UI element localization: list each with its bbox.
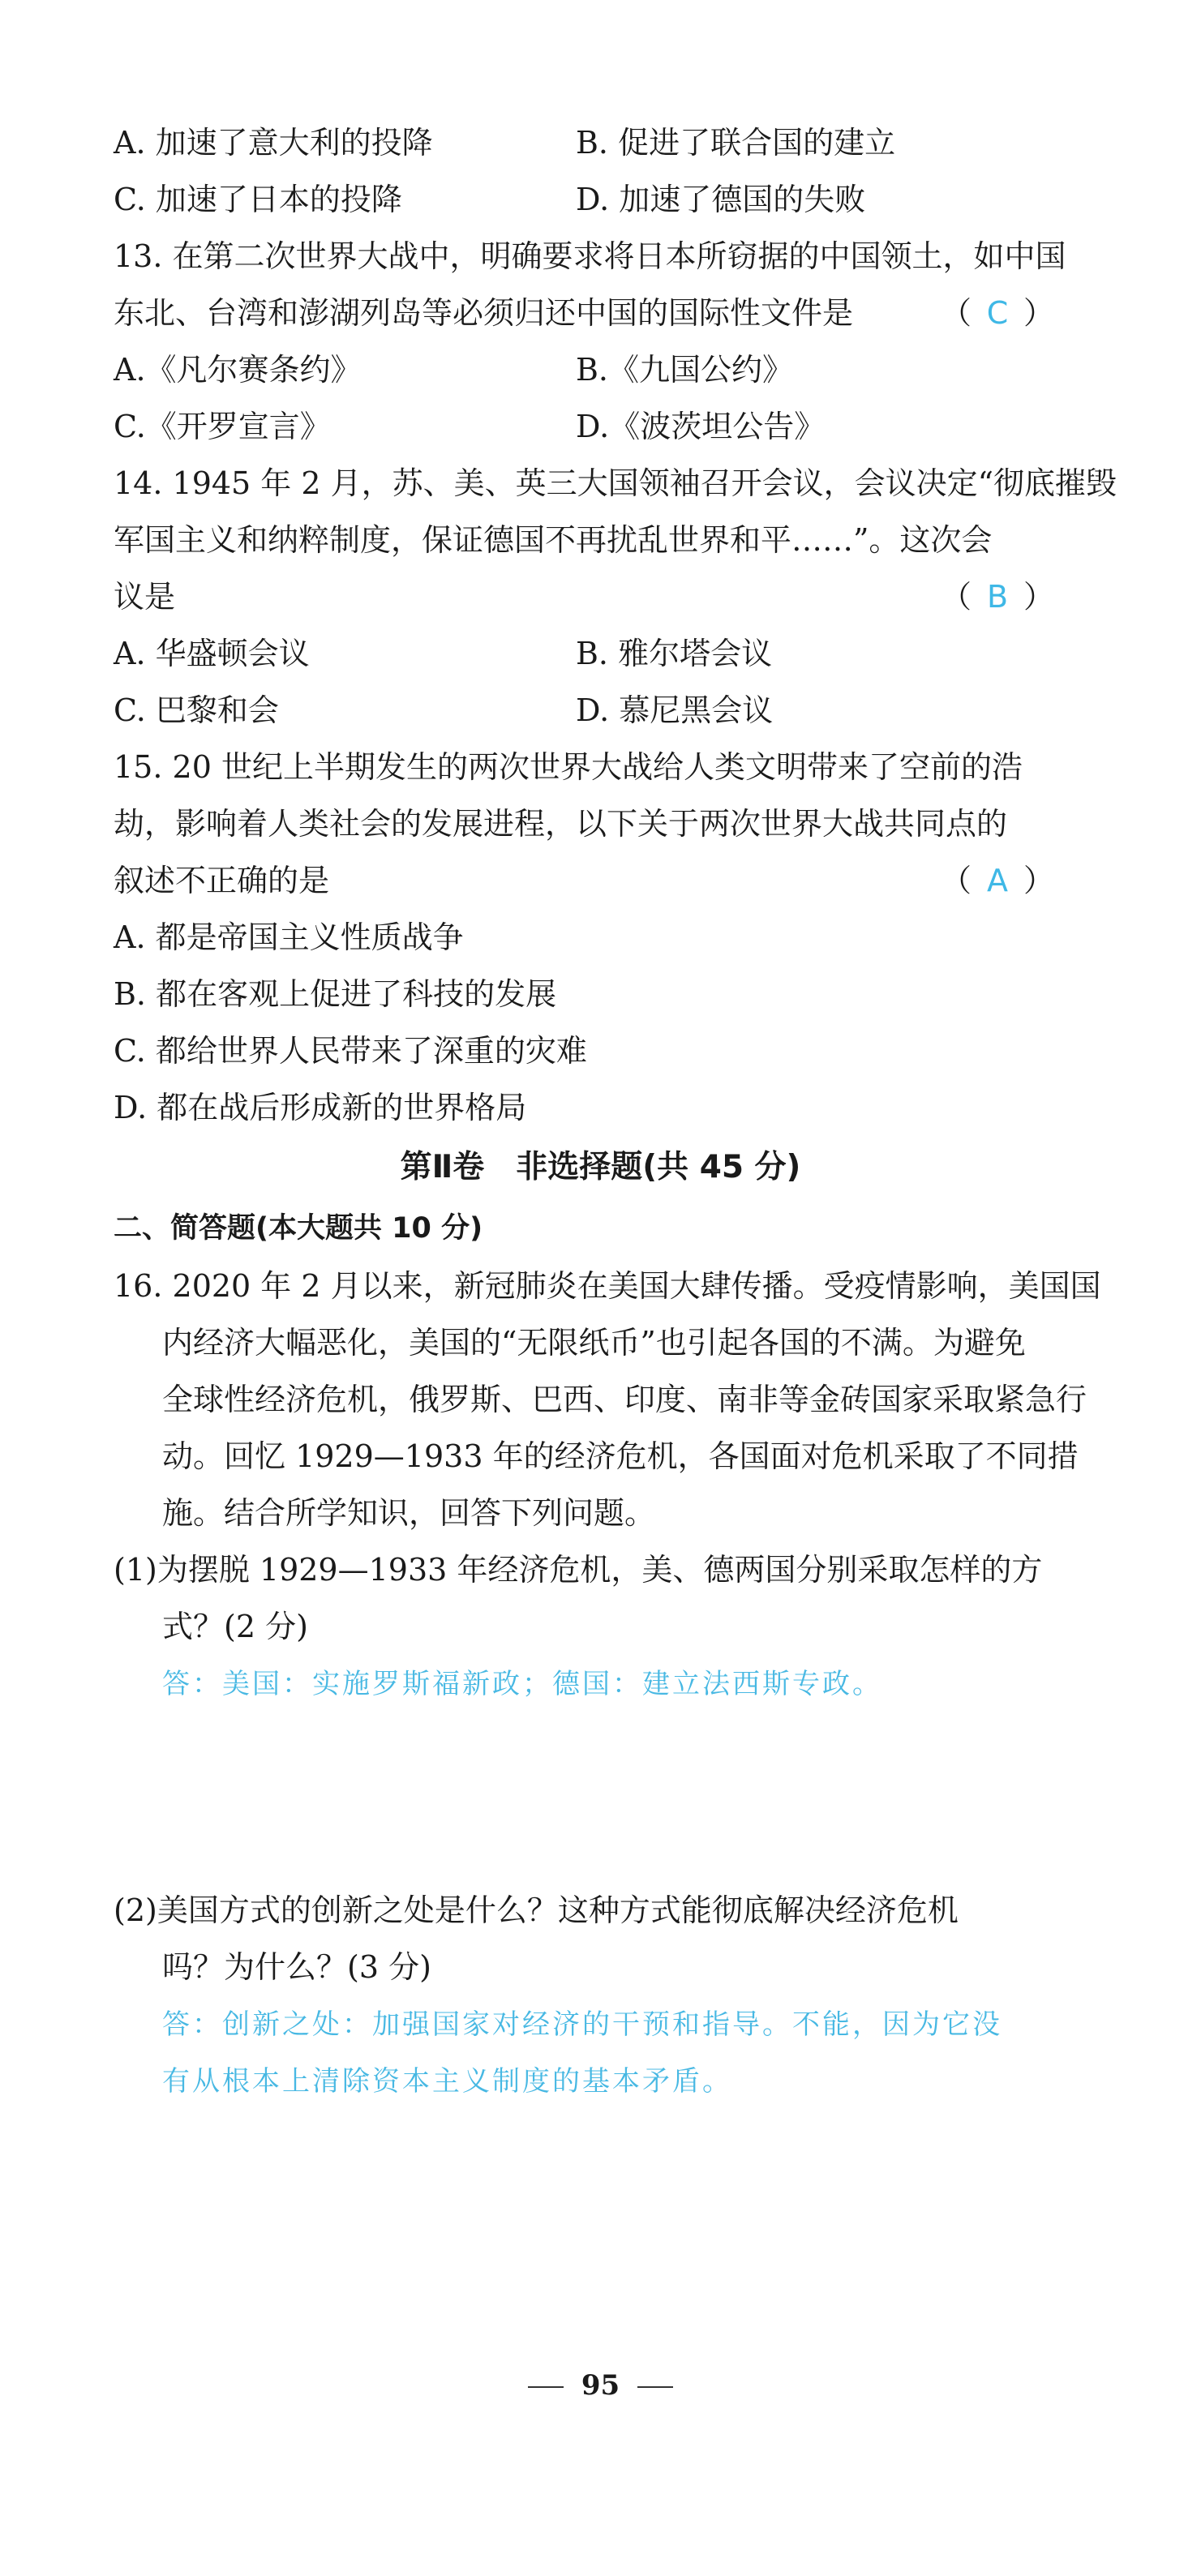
q13-stem-line-2: 东北、台湾和澎湖列岛等必须归还中国的国际性文件是 bbox=[114, 295, 854, 331]
q14-stem-line-1: 14. 1945 年 2 月，苏、美、英三大国领袖召开会议，会议决定“彻底摧毁 bbox=[114, 465, 1117, 501]
q16-sub1-line-1: (1)为摆脱 1929—1933 年经济危机，美、德两国分别采取怎样的方 bbox=[114, 1552, 1043, 1588]
q13-answer: C bbox=[986, 295, 1009, 331]
q16-stem-line-1: 16. 2020 年 2 月以来，新冠肺炎在美国大肆传播。受疫情影响，美国国 bbox=[114, 1268, 1101, 1304]
page-footer bbox=[0, 2368, 1201, 2403]
q14-option-d: D. 慕尼黑会议 bbox=[576, 692, 774, 728]
q13-option-a: A.《凡尔赛条约》 bbox=[114, 352, 362, 388]
q16-stem-line-2: 内经济大幅恶化，美国的“无限纸币”也引起各国的不满。为避免 bbox=[162, 1325, 1026, 1361]
page-number: 95 bbox=[581, 2369, 620, 2402]
q14-option-b: B. 雅尔塔会议 bbox=[576, 636, 773, 671]
footer-dash-left bbox=[528, 2386, 564, 2388]
q15-option-b: B. 都在客观上促进了科技的发展 bbox=[114, 976, 557, 1012]
q13-option-d: D.《波茨坦公告》 bbox=[576, 409, 826, 444]
q12-option-b: B. 促进了联合国的建立 bbox=[576, 125, 896, 161]
q12-option-c: C. 加速了日本的投降 bbox=[114, 182, 402, 217]
q14-stem-line-2: 军国主义和纳粹制度，保证德国不再扰乱世界和平……”。这次会 bbox=[114, 522, 993, 558]
q13-answer-bracket bbox=[941, 294, 1054, 332]
q14-stem-line-3: 议是 bbox=[114, 579, 176, 615]
q15-stem-line-1: 15. 20 世纪上半期发生的两次世界大战给人类文明带来了空前的浩 bbox=[114, 749, 1023, 785]
q13-paren-open: （ bbox=[941, 295, 972, 331]
q16-sub1-line-2: 式？(2 分) bbox=[162, 1609, 308, 1644]
q14-paren-open: （ bbox=[941, 579, 972, 615]
q13-option-c: C.《开罗宣言》 bbox=[114, 409, 331, 444]
q12-option-d: D. 加速了德国的失败 bbox=[576, 182, 866, 217]
q15-answer-bracket bbox=[941, 861, 1054, 900]
q16-sub2-handwritten-answer-line-2: 有从根本上清除资本主义制度的基本矛盾。 bbox=[162, 2065, 732, 2098]
q16-sub1-handwritten-answer: 答：美国：实施罗斯福新政；德国：建立法西斯专政。 bbox=[162, 1668, 882, 1700]
q16-sub2-line-2: 吗？为什么？(3 分) bbox=[162, 1949, 431, 1985]
q16-sub2-handwritten-answer-line-1: 答：创新之处：加强国家对经济的干预和指导。不能，因为它没 bbox=[162, 2008, 1002, 2041]
q12-option-a: A. 加速了意大利的投降 bbox=[114, 125, 433, 161]
q15-option-c: C. 都给世界人民带来了深重的灾难 bbox=[114, 1033, 587, 1069]
section-2-subtitle: 二、简答题(本大题共 10 分) bbox=[114, 1212, 483, 1245]
q13-option-b: B.《九国公约》 bbox=[576, 352, 794, 388]
q15-stem-line-2: 劫，影响着人类社会的发展进程，以下关于两次世界大战共同点的 bbox=[114, 806, 1008, 842]
q15-option-a: A. 都是帝国主义性质战争 bbox=[114, 919, 464, 955]
q14-paren-close: ） bbox=[1023, 579, 1055, 615]
q14-answer: B bbox=[986, 579, 1009, 615]
q16-sub2-line-1: (2)美国方式的创新之处是什么？这种方式能彻底解决经济危机 bbox=[114, 1892, 959, 1928]
q16-stem-line-3: 全球性经济危机，俄罗斯、巴西、印度、南非等金砖国家采取紧急行 bbox=[162, 1382, 1087, 1417]
q16-stem-line-5: 施。结合所学知识，回答下列问题。 bbox=[162, 1495, 656, 1531]
q14-answer-bracket bbox=[941, 577, 1054, 616]
q13-paren-close: ） bbox=[1023, 295, 1055, 331]
q14-option-a: A. 华盛顿会议 bbox=[114, 636, 310, 671]
q15-answer: A bbox=[987, 863, 1009, 898]
q15-stem-line-3: 叙述不正确的是 bbox=[114, 863, 330, 898]
footer-dash-right bbox=[637, 2386, 673, 2388]
q15-paren-close: ） bbox=[1023, 863, 1055, 898]
q16-stem-line-4: 动。回忆 1929—1933 年的经济危机，各国面对危机采取了不同措 bbox=[162, 1438, 1079, 1474]
q13-stem-line-1: 13. 在第二次世界大战中，明确要求将日本所窃据的中国领土，如中国 bbox=[114, 238, 1066, 274]
q14-option-c: C. 巴黎和会 bbox=[114, 692, 279, 728]
q15-option-d: D. 都在战后形成新的世界格局 bbox=[114, 1090, 527, 1125]
section-2-title: 第Ⅱ卷 非选择题(共 45 分) bbox=[400, 1149, 801, 1185]
q15-paren-open: （ bbox=[941, 863, 972, 898]
